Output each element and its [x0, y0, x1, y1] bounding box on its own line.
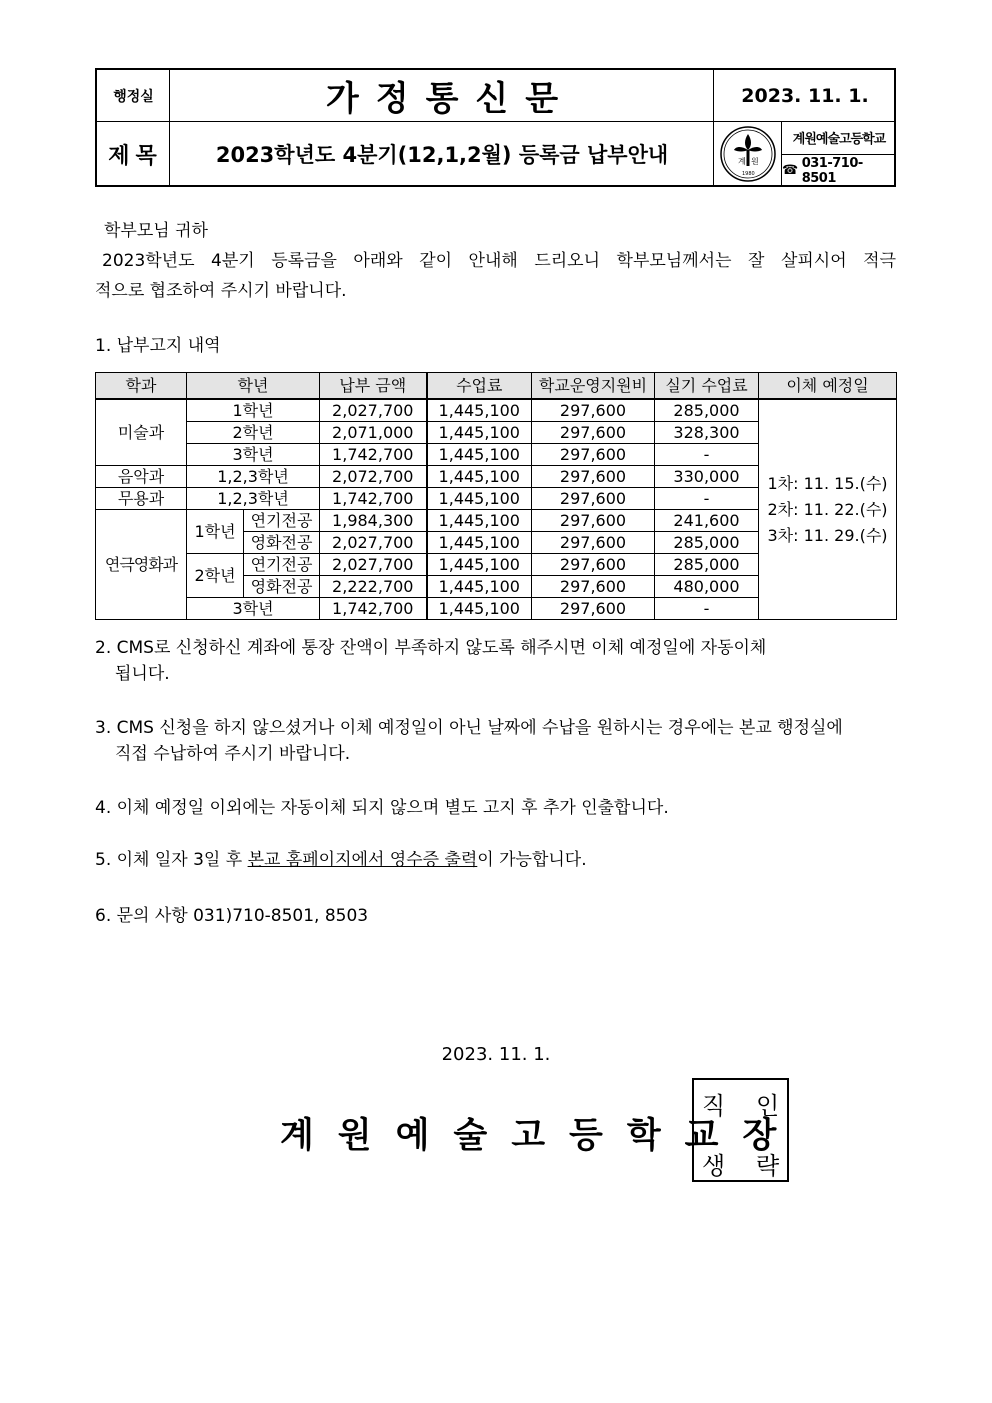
major-cell: 연기전공 — [244, 554, 320, 576]
support-cell: 297,600 — [532, 444, 655, 466]
page-title: 가정통신문 — [325, 79, 576, 119]
major-cell: 연기전공 — [244, 510, 320, 532]
receipt-link-text: 본교 홈페이지에서 영수증 출력 — [247, 850, 478, 870]
dept-cell: 연극영화과 — [96, 510, 187, 620]
practice-cell: - — [655, 598, 759, 620]
dept-cell: 미술과 — [96, 399, 187, 466]
table-header-row — [96, 373, 897, 400]
support-cell: 297,600 — [532, 466, 655, 488]
grade-cell: 3학년 — [187, 444, 320, 466]
tuition-cell: 1,445,100 — [427, 532, 532, 554]
official-seal — [692, 1078, 789, 1182]
total-cell: 1,742,700 — [320, 598, 427, 620]
logo-char: 원 — [751, 157, 759, 166]
grade-cell: 1학년 — [187, 510, 244, 554]
tuition-cell: 1,445,100 — [427, 488, 532, 510]
practice-cell: - — [655, 444, 759, 466]
support-cell: 297,600 — [532, 399, 655, 422]
practice-cell: 241,600 — [655, 510, 759, 532]
column-header: 학교운영지원비 — [532, 373, 655, 400]
column-header: 실기 수업료 — [655, 373, 759, 400]
major-cell: 영화전공 — [244, 576, 320, 598]
practice-cell: 480,000 — [655, 576, 759, 598]
support-cell: 297,600 — [532, 422, 655, 444]
tuition-cell: 1,445,100 — [427, 576, 532, 598]
support-cell: 297,600 — [532, 576, 655, 598]
total-cell: 1,742,700 — [320, 444, 427, 466]
section-title: 1. 납부고지 내역 — [95, 336, 221, 356]
support-cell: 297,600 — [532, 510, 655, 532]
total-cell: 2,027,700 — [320, 532, 427, 554]
total-cell: 2,071,000 — [320, 422, 427, 444]
tuition-cell: 1,445,100 — [427, 554, 532, 576]
support-cell: 297,600 — [532, 488, 655, 510]
principal-signature: 계원예술고등학교장 — [280, 1116, 801, 1156]
school-logo — [714, 121, 782, 187]
table-row — [96, 399, 897, 422]
tuition-cell: 1,445,100 — [427, 510, 532, 532]
practice-cell: 328,300 — [655, 422, 759, 444]
practice-cell: 285,000 — [655, 554, 759, 576]
note-6: 6. 문의 사항 031)710-8501, 8503 — [95, 906, 369, 926]
note-5-text: 5. 이체 일자 3일 후 — [95, 850, 248, 870]
grade-cell: 2학년 — [187, 422, 320, 444]
schedule-item: 3차: 11. 29.(수) — [767, 525, 888, 545]
total-cell: 2,222,700 — [320, 576, 427, 598]
footer-date: 2023. 11. 1. — [441, 1044, 551, 1065]
phone-icon: ☎ — [782, 163, 798, 178]
header-box — [95, 68, 896, 187]
note-2: 2. CMS로 신청하신 계좌에 통장 잔액이 부족하지 않도록 해주시면 이체 예정일에 자동이체 — [95, 638, 767, 658]
note-5 — [95, 847, 587, 874]
total-cell: 1,984,300 — [320, 510, 427, 532]
total-cell: 2,027,700 — [320, 399, 427, 422]
dept-cell: 음악과 — [96, 466, 187, 488]
grade-cell: 3학년 — [187, 598, 320, 620]
practice-cell: 330,000 — [655, 466, 759, 488]
note-3-continued: 직접 수납하여 주시기 바랍니다. — [115, 744, 351, 764]
department-label: 행정실 — [113, 88, 154, 105]
intro-line: 2023학년도 4분기 등록금을 아래와 같이 안내해 드리오니 학부모님께서는 잘 살피시어 적극 — [102, 251, 896, 271]
tuition-cell: 1,445,100 — [427, 598, 532, 620]
transfer-schedule-cell — [759, 399, 897, 620]
note-2-continued: 됩니다. — [115, 664, 170, 684]
column-header: 수업료 — [427, 373, 532, 400]
schedule-item: 2차: 11. 22.(수) — [767, 499, 888, 519]
major-cell: 영화전공 — [244, 532, 320, 554]
tuition-cell: 1,445,100 — [427, 466, 532, 488]
practice-cell: 285,000 — [655, 532, 759, 554]
tuition-cell: 1,445,100 — [427, 444, 532, 466]
column-header: 납부 금액 — [320, 373, 427, 400]
column-header: 학년 — [187, 373, 320, 400]
tuition-cell: 1,445,100 — [427, 399, 532, 422]
seal-char: 직 — [702, 1092, 726, 1120]
note-5-text: 이 가능합니다. — [477, 850, 587, 870]
seal-char: 략 — [756, 1152, 780, 1180]
practice-cell: - — [655, 488, 759, 510]
seal-char: 인 — [756, 1092, 780, 1120]
subject-text: 2023학년도 4분기(12,1,2월) 등록금 납부안내 — [215, 143, 669, 167]
grade-cell: 1,2,3학년 — [187, 488, 320, 510]
school-emblem-icon — [718, 124, 778, 184]
dept-cell: 무용과 — [96, 488, 187, 510]
note-3: 3. CMS 신청을 하지 않으셨거나 이체 예정일이 아닌 날짜에 수납을 원하시는 경우에는 본교 행정실에 — [95, 718, 843, 738]
logo-char: 계 — [738, 157, 746, 166]
note-4: 4. 이체 예정일 이외에는 자동이체 되지 않으며 별도 고지 후 추가 인출합니다. — [95, 798, 669, 818]
intro-line: 적으로 협조하여 주시기 바랍니다. — [95, 281, 347, 301]
column-header: 학과 — [96, 373, 187, 400]
phone-number — [782, 154, 896, 187]
grade-cell: 1,2,3학년 — [187, 466, 320, 488]
grade-cell: 2학년 — [187, 554, 244, 598]
total-cell: 2,027,700 — [320, 554, 427, 576]
total-cell: 1,742,700 — [320, 488, 427, 510]
support-cell: 297,600 — [532, 554, 655, 576]
subject-label: 제목 — [108, 143, 163, 169]
schedule-item: 1차: 11. 15.(수) — [767, 473, 888, 493]
support-cell: 297,600 — [532, 532, 655, 554]
practice-cell: 285,000 — [655, 399, 759, 422]
support-cell: 297,600 — [532, 598, 655, 620]
column-header: 이체 예정일 — [759, 373, 897, 400]
school-name: 계원예술고등학교 — [792, 132, 886, 147]
issue-date: 2023. 11. 1. — [741, 84, 869, 107]
tuition-cell: 1,445,100 — [427, 422, 532, 444]
fee-table — [95, 372, 897, 620]
phone-text: 031-710-8501 — [801, 155, 863, 186]
logo-year: 1980 — [742, 171, 755, 177]
total-cell: 2,072,700 — [320, 466, 427, 488]
seal-char: 생 — [702, 1152, 726, 1180]
grade-cell: 1학년 — [187, 399, 320, 422]
salutation: 학부모님 귀하 — [104, 221, 208, 241]
